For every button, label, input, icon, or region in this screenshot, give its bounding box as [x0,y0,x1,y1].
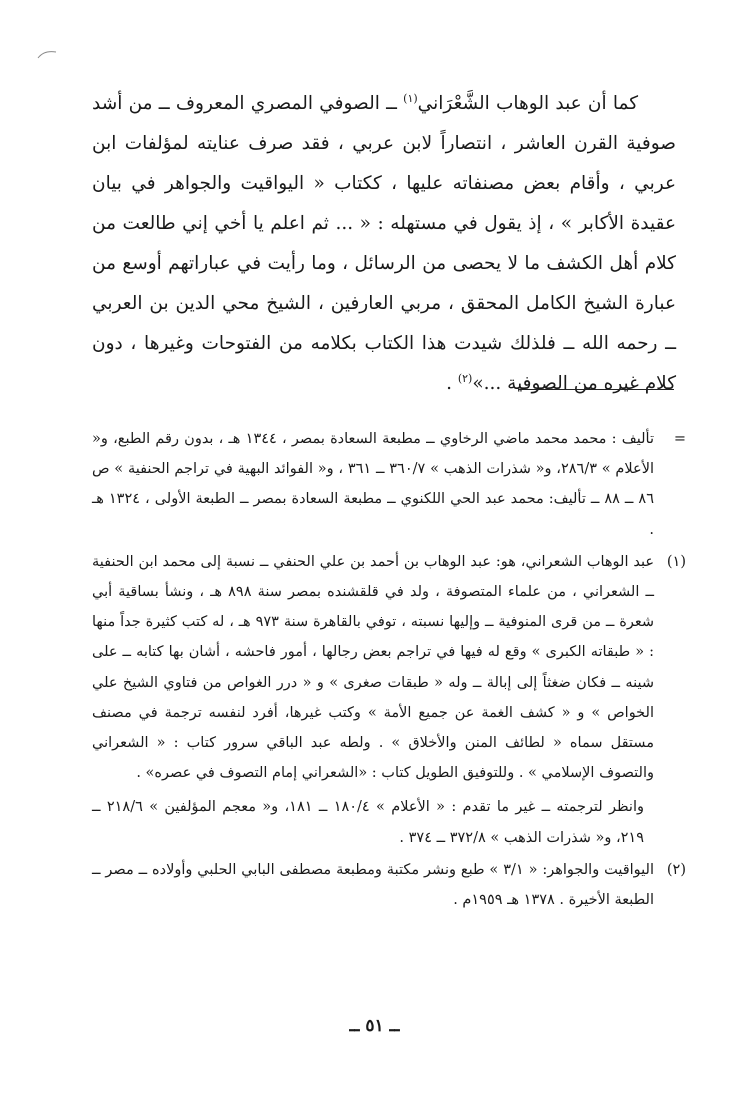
main-paragraph [92,84,676,404]
footnote-ref-1: (١) [403,91,418,105]
footnote-1 [92,547,684,789]
footnote-2 [92,855,684,915]
footnote-1-text: عبد الوهاب الشعراني، هو: عبد الوهاب بن أحمد بن علي الحنفي ــ نسبة إلى محمد ابن الحنفية ــ الشعراني ، من علماء المتصوفة ، ولد في قلقشنده بمصر سنة ٨٩٨ هـ ، ونشأ بساقية أبي شعرة ــ من قرى المنوفية ــ وإليها نسبته ، توفي بالقاهرة سنة ٩٧٣ هـ ، له كتب كثيرة جداً منها : « طبقاته الكبرى » وقع له فيها في تراجم بعض رجالها ، أمور فاحشه ، أشان بها كتابه ــ على شينه ــ فكان ضغثاً إلى إبالة ــ وله « طبقات صغرى » و « درر الغواص من فتاوي الشيخ علي الخواص » و « كشف الغمة عن جميع الأمة » وكتب غيرها، أفرد لنفسه ترجمة في مصنف مستقل سماه « لطائف المنن والأخلاق » . ولطه عبد الباقي سرور كتاب : « الشعراني والتصوف الإسلامي » . وللتوفيق الطويل كتاب : «الشعراني إمام التصوف في عصره» . [92,553,655,782]
body-text-end: . [446,373,458,394]
footnote-continuation-mark: = [673,431,686,447]
footnote-1-mark: (١) [666,553,686,570]
body-text-continued: ــ الصوفي المصري المعروف ــ من أشد صوفية القرن العاشر ، انتصاراً لابن عربي ، فقد صرف عنايته لمؤلفات ابن عربي ، وأقام بعض مصنفاته عليها ، ككتاب « اليواقيت والجواهر في بيان عقيدة الأكابر » ، إذ يقول في مستهله : « ... ثم اعلم يا أخي إني طالعت من كلام أهل الكشف ما لا يحصى من الرسائل ، وما رأيت في عباراتهم أوسع من عبارة الشيخ الكامل المحقق ، مربي العارفين ، الشيخ محي الدين بن العربي ــ رحمه الله ــ فلذلك شيدت هذا الكتاب بكلامه من الفتوحات وغيرها ، دون كلام غيره من الصوفية ...» [92,93,676,394]
scan-artifact-mark [36,48,58,60]
footnote-divider [518,389,674,390]
footnote-ref-2: (٢) [457,371,473,385]
footnote-2-mark: (٢) [666,861,686,878]
footnote-1-see-also: وانظر لترجمته ــ غير ما تقدم : « الأعلام » ١٨٠/٤ ــ ١٨١، و« معجم المؤلفين » ٢١٨/٦ ــ ٢١٩، و« شذرات الذهب » ٣٧٢/٨ ــ ٣٧٤ . [92,799,645,846]
footnotes-section [92,424,684,915]
footnote-continuation [92,424,684,545]
body-text-start: كما أن عبد الوهاب الشَّعْرَاني [417,93,639,114]
footnote-continuation-text: تأليف : محمد محمد ماضي الرخاوي ــ مطبعة السعادة بمصر ، ١٣٤٤ هـ ، بدون رقم الطبع، و« الأعلام » ٢٨٦/٣، و« شذرات الذهب » ٣٦٠/٧ ــ ٣٦١ ، و« الفوائد البهية في تراجم الحنفية » ص ٨٦ ــ ٨٨ ــ تأليف: محمد عبد الحي اللكنوي ــ مطبعة السعادة بمصر ــ الطبعة الأولى ، ١٣٢٤ هـ . [92,431,655,538]
page-number: ــ ٥١ ــ [349,1016,400,1036]
body-paragraph [92,84,676,404]
footnote-2-text: اليواقيت والجواهر: « ٣/١ » طبع ونشر مكتبة ومطبعة مصطفى البابي الحلبي وأولاده ــ مصر ــ الطبعة الأخيرة . ١٣٧٨ هـ ١٩٥٩م . [92,861,654,909]
